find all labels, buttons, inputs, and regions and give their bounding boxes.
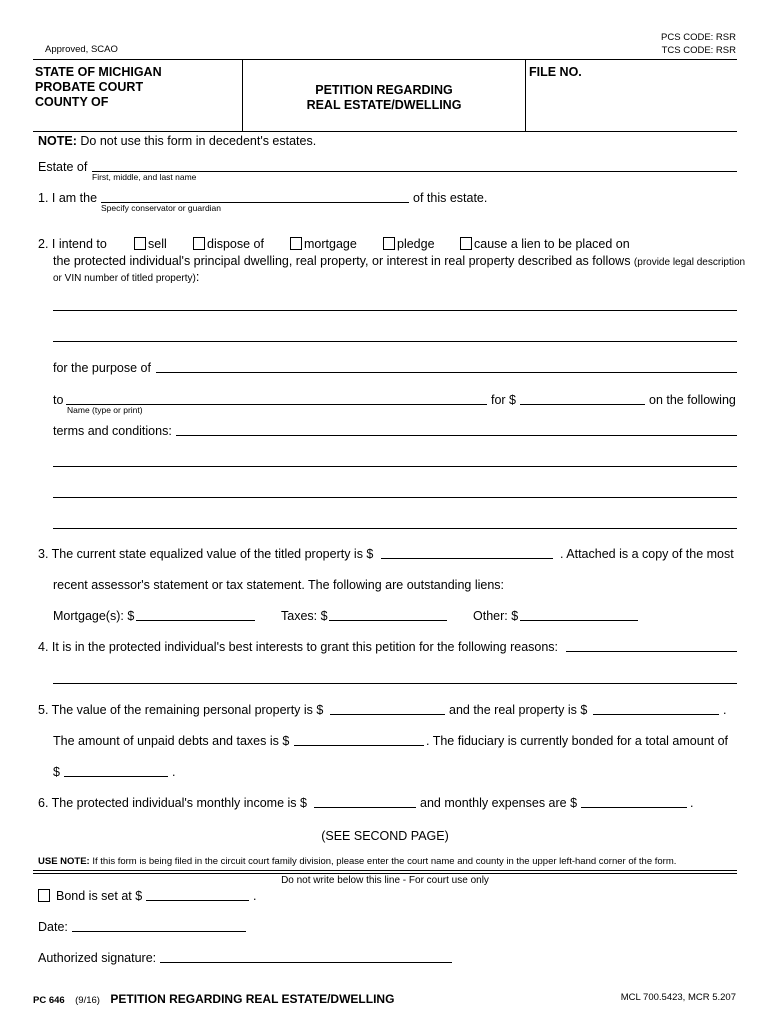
terms-field[interactable] bbox=[176, 435, 737, 436]
property-description-line-2[interactable] bbox=[53, 341, 737, 342]
monthly-income-field[interactable] bbox=[314, 807, 416, 808]
court-county: COUNTY OF bbox=[35, 95, 109, 109]
approved-label: Approved, SCAO bbox=[45, 44, 118, 55]
court-block bbox=[35, 65, 162, 110]
bond-label: Bond is set at $ bbox=[56, 889, 143, 903]
sell-checkbox[interactable] bbox=[134, 237, 146, 250]
reasons-field[interactable] bbox=[566, 651, 737, 652]
file-no-label: FILE NO. bbox=[529, 65, 582, 79]
taxes-label: Taxes: $ bbox=[281, 609, 328, 623]
item2-prefix: 2. I intend to bbox=[38, 237, 107, 251]
form-title-block bbox=[243, 83, 525, 113]
tcs-code: TCS CODE: RSR bbox=[661, 45, 736, 56]
date-label: Date: bbox=[38, 920, 68, 934]
equalized-value-field[interactable] bbox=[381, 558, 553, 559]
item6-mid: and monthly expenses are $ bbox=[420, 796, 578, 810]
pledge-label: pledge bbox=[397, 237, 435, 251]
note: NOTE: Do not use this form in decedent's estates. bbox=[38, 134, 317, 148]
item5-line3-prefix: $ bbox=[53, 765, 60, 779]
pcs-code: PCS CODE: RSR bbox=[661, 32, 736, 43]
terms-line-2[interactable] bbox=[53, 466, 737, 467]
estate-label: Estate of bbox=[38, 160, 88, 174]
sale-amount-field[interactable] bbox=[520, 404, 645, 405]
footer-form-id bbox=[33, 990, 394, 1008]
item4-text: 4. It is in the protected individual's best interests to grant this petition for the following reasons: bbox=[38, 640, 559, 654]
for-amount-label: for $ bbox=[491, 393, 517, 407]
dispose-label: dispose of bbox=[207, 237, 264, 251]
pledge-checkbox[interactable] bbox=[383, 237, 395, 250]
purpose-field[interactable] bbox=[156, 372, 737, 373]
court-use-rule-2 bbox=[33, 873, 737, 874]
property-description-text-2: or VIN number of titled property): bbox=[53, 270, 200, 284]
reasons-line-2[interactable] bbox=[53, 683, 737, 684]
bond-checkbox[interactable] bbox=[38, 889, 50, 902]
item5-line2-prefix: The amount of unpaid debts and taxes is $ bbox=[53, 734, 290, 748]
fiduciary-type-hint: Specify conservator or guardian bbox=[101, 203, 222, 213]
item3-prefix: 3. The current state equalized value of the titled property is $ bbox=[38, 547, 374, 561]
see-second-page: (SEE SECOND PAGE) bbox=[321, 829, 449, 843]
item5-prefix: 5. The value of the remaining personal property is $ bbox=[38, 703, 324, 717]
item3-suffix: . Attached is a copy of the most bbox=[560, 547, 734, 561]
court-name: PROBATE COURT bbox=[35, 80, 144, 94]
mortgage-checkbox[interactable] bbox=[290, 237, 302, 250]
on-following-label: on the following bbox=[649, 393, 736, 407]
footer-title: PETITION REGARDING REAL ESTATE/DWELLING bbox=[110, 992, 395, 1006]
court-state: STATE OF MICHIGAN bbox=[35, 65, 162, 79]
property-description-line-1[interactable] bbox=[53, 310, 737, 311]
form-code: PC 646 bbox=[33, 995, 65, 1006]
form-title-line-2: REAL ESTATE/DWELLING bbox=[306, 98, 462, 112]
purpose-label: for the purpose of bbox=[53, 361, 151, 375]
to-label: to bbox=[53, 393, 64, 407]
property-description-text: the protected individual's principal dwelling, real property, or interest in real property described as follows (provide legal description bbox=[53, 254, 746, 268]
item5-mid: and the real property is $ bbox=[449, 703, 588, 717]
lien-label: cause a lien to be placed on bbox=[474, 237, 630, 251]
item5-line3-end: . bbox=[172, 765, 176, 779]
footer-citation: MCL 700.5423, MCR 5.207 bbox=[620, 992, 736, 1003]
court-use-rule-1 bbox=[33, 870, 737, 871]
real-property-value-field[interactable] bbox=[593, 714, 719, 715]
item3-line2: recent assessor's statement or tax statement. The following are outstanding liens: bbox=[53, 578, 505, 592]
mortgage-label: mortgage bbox=[304, 237, 357, 251]
signature-field[interactable] bbox=[160, 962, 452, 963]
header-bottom-rule bbox=[33, 131, 737, 132]
court-use-header: Do not write below this line - For court use only bbox=[281, 875, 489, 886]
item6-end: . bbox=[690, 796, 694, 810]
monthly-expenses-field[interactable] bbox=[581, 807, 687, 808]
unpaid-debts-field[interactable] bbox=[294, 745, 424, 746]
item6-prefix: 6. The protected individual's monthly income is $ bbox=[38, 796, 307, 810]
other-liens-label: Other: $ bbox=[473, 609, 519, 623]
item1-prefix: 1. I am the bbox=[38, 191, 98, 205]
date-field[interactable] bbox=[72, 931, 246, 932]
other-liens-field[interactable] bbox=[520, 620, 638, 621]
bond-end: . bbox=[253, 889, 257, 903]
bond-set-field[interactable] bbox=[146, 900, 249, 901]
form-title-line-1: PETITION REGARDING bbox=[315, 83, 453, 97]
sell-label: sell bbox=[148, 237, 167, 251]
terms-line-3[interactable] bbox=[53, 497, 737, 498]
taxes-field[interactable] bbox=[329, 620, 447, 621]
item5-line2-suffix: . The fiduciary is currently bonded for a total amount of bbox=[426, 734, 729, 748]
form-revision: (9/16) bbox=[75, 995, 100, 1006]
estate-name-hint: First, middle, and last name bbox=[92, 172, 197, 182]
lien-checkbox[interactable] bbox=[460, 237, 472, 250]
header-divider-right bbox=[525, 60, 526, 132]
personal-property-value-field[interactable] bbox=[330, 714, 445, 715]
header-top-rule bbox=[33, 59, 737, 60]
terms-line-4[interactable] bbox=[53, 528, 737, 529]
mortgages-label: Mortgage(s): $ bbox=[53, 609, 135, 623]
signature-label: Authorized signature: bbox=[38, 951, 157, 965]
item5-end: . bbox=[723, 703, 727, 717]
terms-label: terms and conditions: bbox=[53, 424, 172, 438]
use-note: USE NOTE: If this form is being filed in the circuit court family division, please enter the court name and county in the upper left-hand corner of the form. bbox=[38, 856, 677, 867]
bond-amount-field[interactable] bbox=[64, 776, 168, 777]
recipient-name-hint: Name (type or print) bbox=[67, 405, 143, 415]
dispose-checkbox[interactable] bbox=[193, 237, 205, 250]
mortgages-field[interactable] bbox=[136, 620, 255, 621]
item1-suffix: of this estate. bbox=[413, 191, 488, 205]
